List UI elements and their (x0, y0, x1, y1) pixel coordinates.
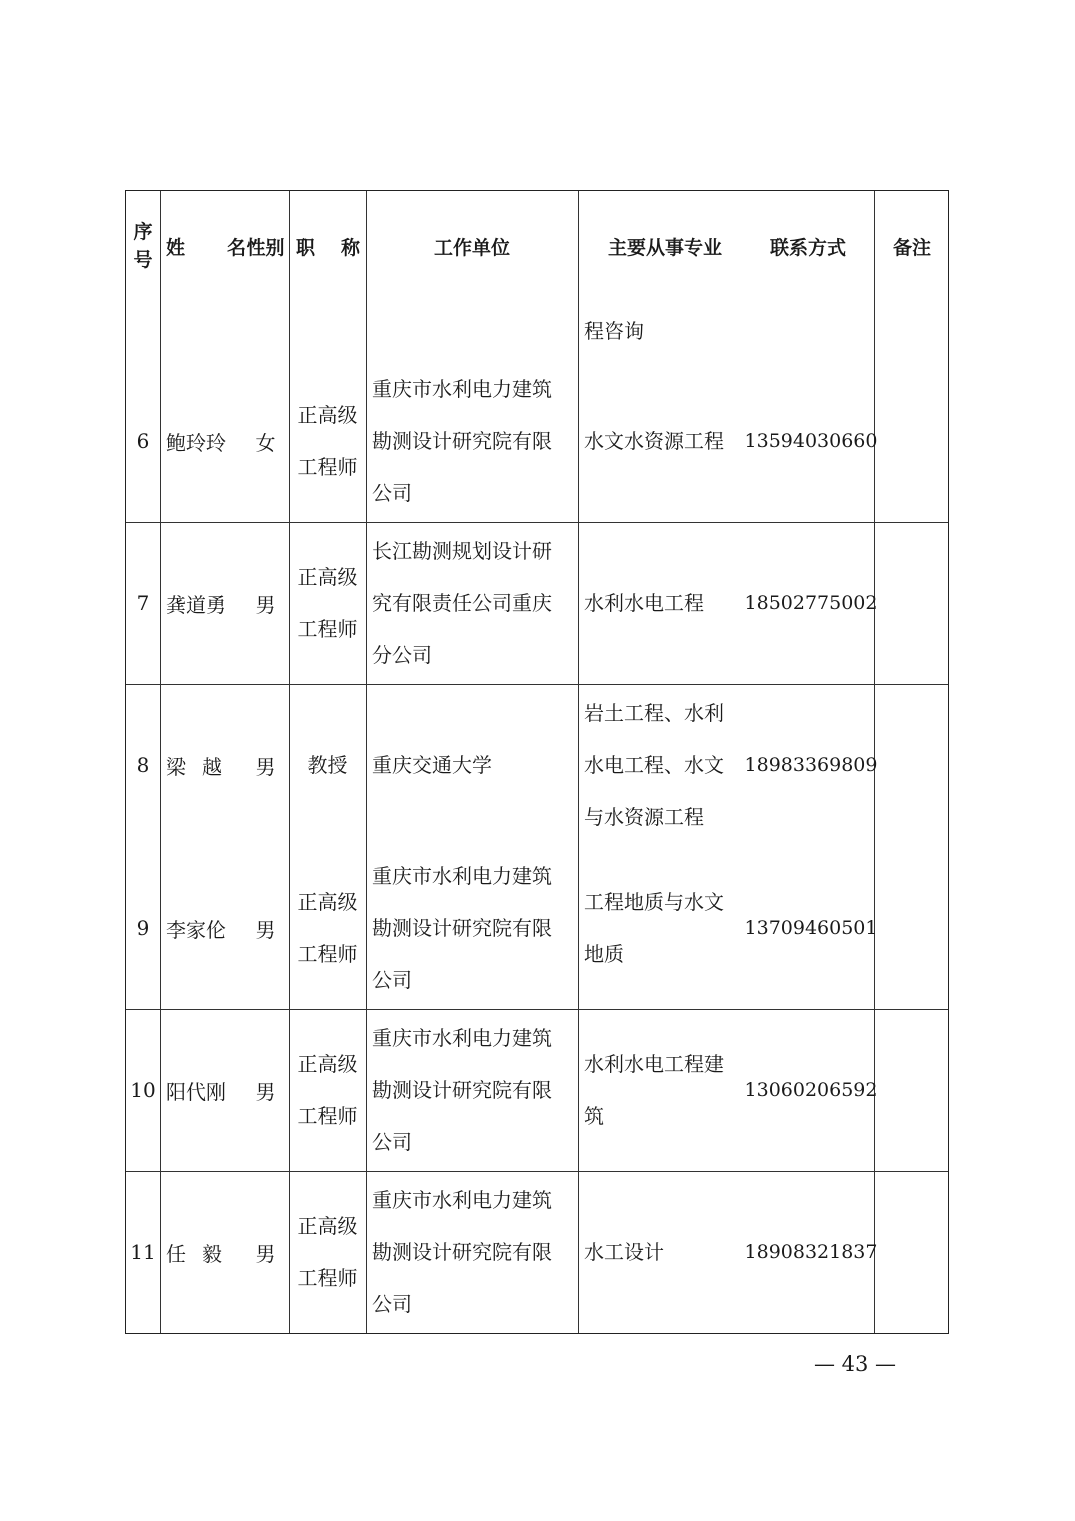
row-major: 水利水电工程建 筑 (584, 1052, 724, 1128)
row-name-b: 越 (202, 754, 222, 779)
row-seq: 8 (136, 753, 150, 777)
header-title-a: 职 (296, 236, 316, 259)
row-seq: 10 (130, 1078, 156, 1102)
row-seq: 6 (136, 429, 150, 453)
row-title: 正高级 工程师 (297, 1052, 358, 1128)
header-title-b: 称 (340, 236, 360, 259)
row-seq: 9 (136, 916, 150, 940)
table-row (126, 522, 948, 684)
continuation-major: 程咨询 (584, 318, 644, 343)
row-gender: 男 (255, 592, 276, 617)
header-unit: 工作单位 (433, 236, 510, 259)
header-major: 主要从事专业 (607, 236, 722, 259)
row-seq: 7 (136, 591, 150, 615)
row-gender: 男 (255, 917, 276, 942)
row-name: 李家伦 (166, 917, 226, 942)
row-major: 岩土工程、水利 水电工程、水文 与水资源工程 (584, 701, 724, 829)
page-number: — 43 — (813, 1352, 897, 1376)
row-gender: 男 (255, 1241, 276, 1266)
row-unit: 长江勘测规划设计研 究有限责任公司重庆 分公司 (372, 539, 552, 667)
row-name: 鲍玲玲 (166, 430, 226, 455)
row-phone: 18983369809 (744, 754, 878, 776)
row-phone: 18908321837 (744, 1241, 878, 1263)
row-name (166, 1171, 222, 1333)
table-row (126, 847, 948, 1009)
row-title: 教授 (307, 753, 348, 777)
row-title: 正高级 工程师 (297, 403, 358, 479)
row-major: 水文水资源工程 (584, 429, 724, 453)
row-name-a: 任 (166, 1241, 186, 1266)
table-row (126, 684, 948, 846)
row-unit: 重庆市水利电力建筑 勘测设计研究院有限 公司 (372, 1188, 552, 1316)
row-phone: 18502775002 (744, 592, 878, 614)
table-row (126, 1009, 948, 1171)
row-gender: 女 (255, 430, 276, 455)
header-remark: 备注 (892, 236, 931, 259)
row-phone: 13060206592 (744, 1079, 878, 1101)
row-name: 龚道勇 (166, 592, 226, 617)
row-title: 正高级 工程师 (297, 890, 358, 966)
row-major: 水利水电工程 (584, 591, 704, 615)
header-contact: 联系方式 (769, 236, 846, 259)
row-phone: 13594030660 (744, 430, 878, 452)
row-unit: 重庆市水利电力建筑 勘测设计研究院有限 公司 (372, 377, 552, 505)
header-name (166, 191, 246, 301)
header-title (296, 191, 360, 301)
row-major: 水工设计 (584, 1240, 664, 1264)
row-unit: 重庆市水利电力建筑 勘测设计研究院有限 公司 (372, 1026, 552, 1154)
row-major: 工程地质与水文 地质 (584, 890, 724, 966)
row-seq: 11 (130, 1240, 156, 1264)
row-name (166, 684, 222, 846)
row-name-a: 梁 (166, 754, 186, 779)
expert-table (125, 190, 949, 1334)
row-title: 正高级 工程师 (297, 1214, 358, 1290)
header-gender: 性别 (246, 236, 285, 259)
header-seq: 序 号 (133, 221, 153, 271)
row-gender: 男 (255, 1079, 276, 1104)
row-title: 正高级 工程师 (297, 565, 358, 641)
row-name: 阳代刚 (166, 1079, 226, 1104)
continuation-row (126, 301, 948, 357)
row-gender: 男 (255, 754, 276, 779)
row-unit: 重庆交通大学 (372, 753, 492, 777)
table-row (126, 1171, 948, 1333)
header-name-b: 名 (226, 236, 246, 259)
row-name-b: 毅 (202, 1241, 222, 1266)
header-name-a: 姓 (166, 236, 186, 259)
table-header (126, 191, 948, 301)
table-row (126, 360, 948, 522)
row-phone: 13709460501 (744, 917, 878, 939)
row-unit: 重庆市水利电力建筑 勘测设计研究院有限 公司 (372, 864, 552, 992)
